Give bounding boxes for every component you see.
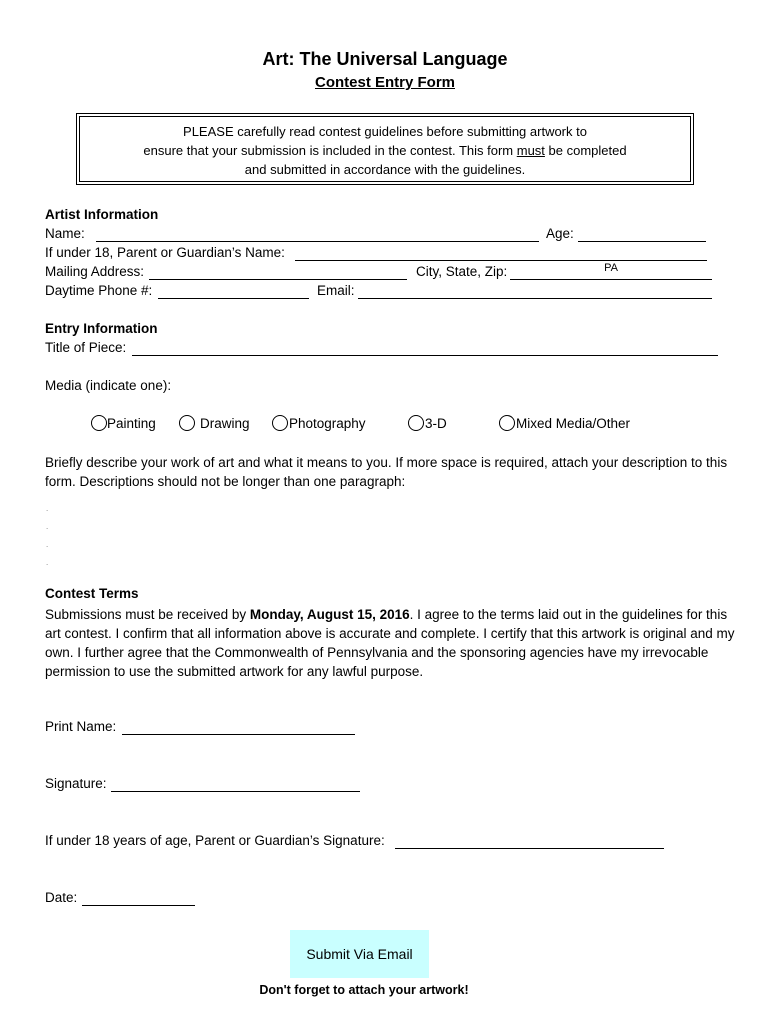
city-state-zip-value[interactable]: PA	[604, 262, 618, 274]
signature-input[interactable]	[111, 773, 360, 791]
notice-emphasis: must	[516, 143, 545, 158]
daytime-phone-underline	[158, 298, 309, 299]
terms-intro: Submissions must be received by	[45, 607, 250, 622]
description-marker: .	[46, 522, 49, 531]
notice-box	[76, 113, 694, 185]
media-label: Media (indicate one):	[45, 378, 172, 393]
page-title: Art: The Universal Language	[262, 49, 508, 69]
date-label: Date:	[45, 890, 78, 905]
daytime-phone-label: Daytime Phone #:	[45, 283, 153, 298]
guardian-name-label: If under 18, Parent or Guardian’s Name:	[45, 245, 285, 260]
date-input[interactable]	[82, 887, 195, 905]
mailing-address-label: Mailing Address:	[45, 264, 145, 279]
contest-terms-text	[45, 605, 735, 681]
notice-line-2-start: ensure that your submission is included in the contest. This form	[143, 143, 517, 158]
terms-body: . I agree to the terms laid out in the guidelines for this art contest. I confirm that all information above is accurate and complete. I certify that this artwork is original and my own. I further agree that the Commonwealth of Pennsylvania and the sponsoring agencies have my irrevocable permission to use the submitted artwork for any lawful purpose.	[45, 607, 735, 679]
media-option-mixed-media: Mixed Media/Other	[516, 416, 631, 431]
media-radio-painting[interactable]	[91, 415, 107, 431]
signature-underline	[111, 791, 360, 792]
age-input[interactable]	[578, 223, 706, 241]
email-input[interactable]	[358, 280, 712, 298]
title-of-piece-underline	[132, 355, 718, 356]
media-option-photography: Photography	[289, 416, 366, 431]
name-label: Name:	[45, 226, 85, 241]
notice-line-2-end: be completed	[544, 143, 627, 158]
artist-info-heading: Artist Information	[45, 207, 159, 222]
guardian-signature-label: If under 18 years of age, Parent or Guardian’s Signature:	[45, 833, 385, 848]
description-textarea[interactable]	[44, 498, 724, 572]
description-marker: .	[46, 504, 49, 513]
description-instructions: Briefly describe your work of art and what it means to you. If more space is required, attach your description to this form. Descriptions should not be longer than one paragraph:	[45, 455, 728, 489]
print-name-label: Print Name:	[45, 719, 117, 734]
description-marker: .	[46, 540, 49, 549]
description-marker: .	[46, 558, 49, 567]
notice-line-2	[80, 141, 690, 160]
notice-line-1: PLEASE carefully read contest guidelines before submitting artwork to	[183, 124, 587, 139]
email-underline	[358, 298, 712, 299]
guardian-signature-input[interactable]	[395, 830, 664, 848]
deadline-date: Monday, August 15, 2016	[249, 607, 410, 622]
print-name-underline	[122, 734, 355, 735]
media-radio-drawing[interactable]	[179, 415, 195, 431]
contest-terms-heading: Contest Terms	[45, 586, 139, 601]
title-of-piece-label: Title of Piece:	[45, 340, 127, 355]
media-radio-3d[interactable]	[408, 415, 424, 431]
signature-label: Signature:	[45, 776, 107, 791]
page-subtitle: Contest Entry Form	[314, 74, 455, 91]
daytime-phone-input[interactable]	[158, 280, 309, 298]
title-of-piece-input[interactable]	[132, 337, 718, 355]
age-label: Age:	[546, 226, 574, 241]
media-option-3d: 3-D	[425, 416, 447, 431]
print-name-input[interactable]	[122, 716, 355, 734]
media-radio-photography[interactable]	[272, 415, 288, 431]
guardian-name-input[interactable]	[295, 242, 707, 260]
email-label: Email:	[317, 283, 355, 298]
date-underline	[82, 905, 195, 906]
media-radio-mixed-media[interactable]	[499, 415, 515, 431]
notice-line-3: and submitted in accordance with the guidelines.	[244, 162, 526, 177]
mailing-address-input[interactable]	[149, 261, 407, 279]
city-state-zip-label: City, State, Zip:	[416, 264, 508, 279]
entry-info-heading: Entry Information	[45, 321, 158, 336]
guardian-signature-underline	[395, 848, 664, 849]
attach-artwork-reminder: Don't forget to attach your artwork!	[259, 983, 469, 997]
name-input[interactable]	[96, 223, 539, 241]
notice-box-inner	[79, 116, 691, 182]
media-option-painting: Painting	[107, 416, 156, 431]
media-option-drawing: Drawing	[200, 416, 250, 431]
submit-via-email-button[interactable]: Submit Via Email	[290, 930, 429, 978]
